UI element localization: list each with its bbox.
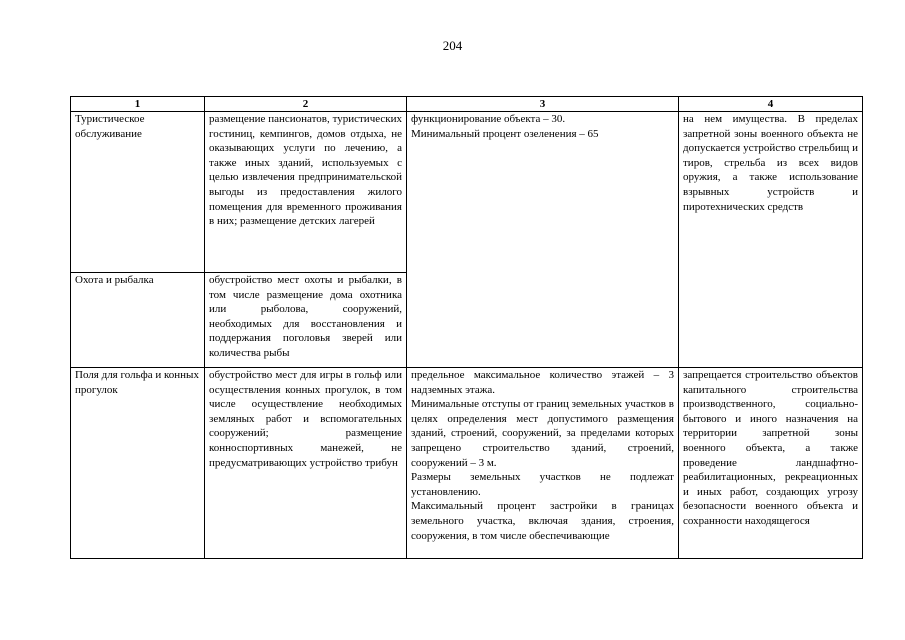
column-header-3: 3 <box>407 97 679 112</box>
parameters-cell <box>407 112 679 368</box>
restrictions-cell: запрещается строительство объектов капитального строительства производственного, социально-бытового и иного назначения на территории запретной зоны военного объекта, а также проведение ландшафтно-реабилитационных, рекреационных и иных работ, создающих угрозу безопасности военного объекта и сохранности находящегося <box>679 368 863 559</box>
use-name-cell: Туристическое обслуживание <box>71 112 205 273</box>
use-description-cell: обустройство мест для игры в гольф или осуществления конных прогулок, в том числе осуществление необходимых земляных работ и вспомогательных сооружений; размещение конноспортивных манежей, не предусматривающих устройство трибун <box>205 368 407 559</box>
parameters-line: Максимальный процент застройки в границах земельного участка, включая здания, строения, сооружения, в том числе обеспечивающие <box>411 500 674 542</box>
parameters-line: функционирование объекта – 30. <box>411 113 566 125</box>
column-header-1: 1 <box>71 97 205 112</box>
column-header-2: 2 <box>205 97 407 112</box>
table-row <box>71 368 863 559</box>
regulations-table <box>70 96 863 559</box>
use-description-cell: обустройство мест охоты и рыбалки, в том числе размещение дома охотника или рыболова, сооружений, необходимых для восстановления и поддержания поголовья зверей или количества рыбы <box>205 273 407 368</box>
parameters-line: предельное максимальное количество этажей – 3 надземных этажа. <box>411 369 674 396</box>
parameters-line: Размеры земельных участков не подлежат установлению. <box>411 471 674 498</box>
parameters-line: Минимальный процент озеленения – 65 <box>411 127 599 140</box>
table-row <box>71 112 863 273</box>
parameters-line: Минимальные отступы от границ земельных участков в целях определения мест допустимого размещения зданий, строений, сооружений, за пределами которых запрещено строительство зданий, строений, сооружений – 3 м. <box>411 398 674 469</box>
column-header-4: 4 <box>679 97 863 112</box>
table-header-row <box>71 97 863 112</box>
restrictions-cell: на нем имущества. В пределах запретной зоны военного объекта не допускается устройство стрельбищ и тиров, стрельба из всех видов оружия, а также использование взрывных устройств и пиротехнических средств <box>679 112 863 368</box>
use-description-cell: размещение пансионатов, туристических гостиниц, кемпингов, домов отдыха, не оказывающих услуги по лечению, а также иных зданий, используемых с целью извлечения предпринимательской выгоды из предоставления жилого помещения для временного проживания в них; размещение детских лагерей <box>205 112 407 273</box>
page-number: 204 <box>442 38 463 53</box>
parameters-cell <box>407 368 679 559</box>
use-name-cell: Поля для гольфа и конных прогулок <box>71 368 205 559</box>
use-name-cell: Охота и рыбалка <box>71 273 205 368</box>
